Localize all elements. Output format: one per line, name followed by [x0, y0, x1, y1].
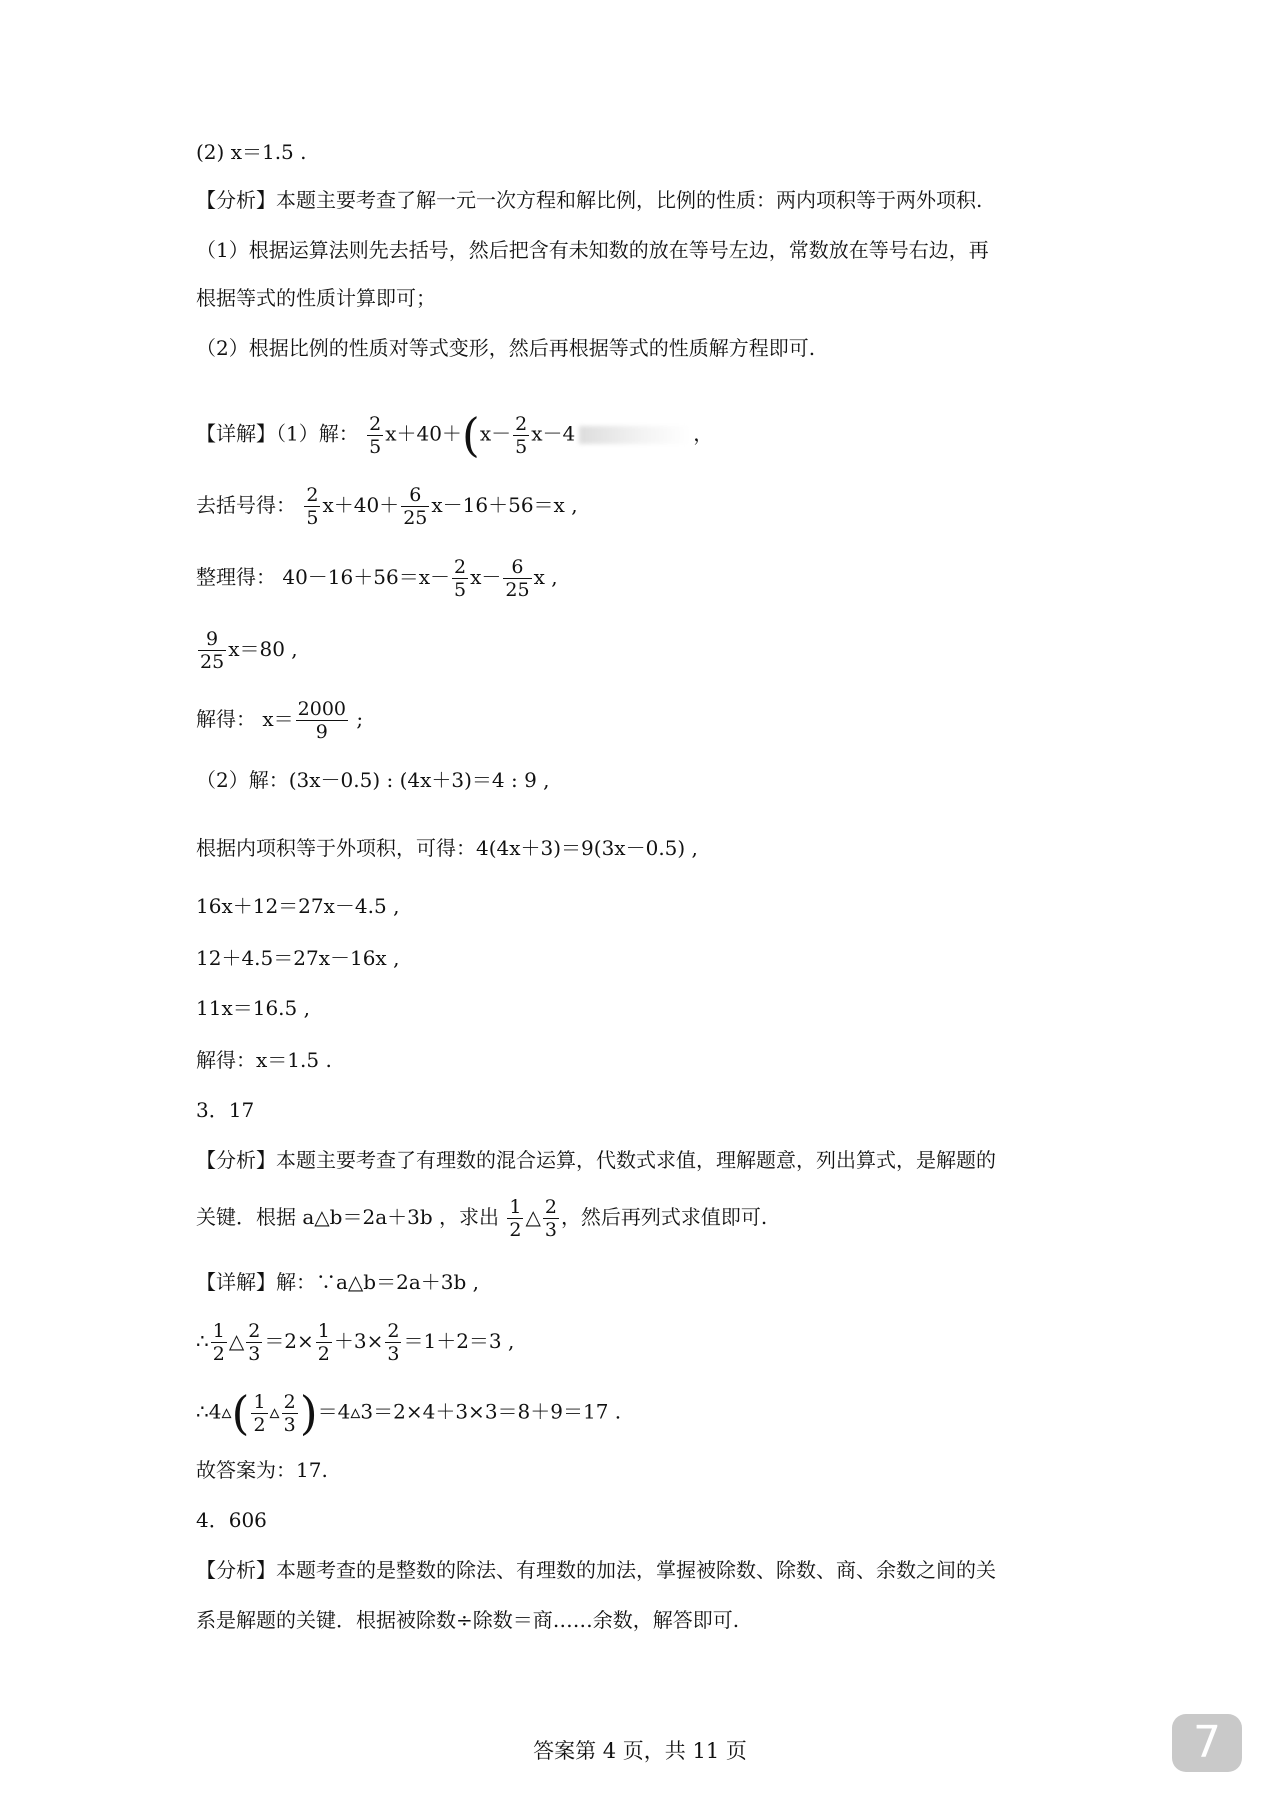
solution-prefix: 【详解】（1）解：	[196, 421, 359, 446]
fraction-1-2: $\frac{1}{2}$	[317, 1320, 330, 1365]
fraction-2-5: $\frac{2}{5}$	[306, 484, 319, 529]
line-prefix: 去括号得：	[196, 493, 296, 517]
expr: ＝2×	[264, 1329, 314, 1353]
therefore: ∴	[196, 1329, 209, 1353]
analysis-line: 【分析】本题主要考查了解一元一次方程和解比例，比例的性质：两内项积等于两外项积.	[196, 188, 983, 212]
analysis-step2: （2）根据比例的性质对等式变形，然后再根据等式的性质解方程即可.	[196, 336, 816, 360]
text: 关键．根据 a△b＝2a＋3b ，求出	[196, 1205, 499, 1229]
expr: x－16＋56＝x ,	[431, 493, 578, 517]
page-footer: 答案第 4 页，共 11 页	[533, 1739, 747, 1763]
fraction-9-25: $\frac{9}{25}$	[200, 628, 225, 673]
solution-part2: （2）解：(3x－0.5) : (4x＋3)＝4 : 9 ,	[196, 768, 550, 792]
expr: ∴4▵	[196, 1399, 232, 1424]
final-answer: 故答案为：17.	[196, 1458, 328, 1482]
expr: x－4	[531, 421, 576, 446]
expr: ＝1＋2＝3 ,	[403, 1329, 515, 1353]
fraction-1-2: $\frac{1}{2}$	[212, 1320, 225, 1365]
blurred-region	[579, 426, 689, 444]
line-prefix: 整理得：	[196, 565, 276, 589]
expr: x－	[479, 421, 512, 446]
fraction-2-3: $\frac{2}{3}$	[283, 1390, 296, 1436]
solution-line-2	[196, 484, 578, 529]
triangle-op: △	[525, 1205, 541, 1229]
expr: x＝80 ,	[228, 637, 298, 661]
paren-right: )	[299, 1386, 318, 1440]
solution-part2-line: 16x＋12＝27x－4.5 ,	[196, 894, 400, 918]
paren-left: (	[461, 408, 480, 462]
fraction-1-2: $\frac{1}{2}$	[253, 1390, 266, 1436]
fraction-1-2: $\frac{1}{2}$	[509, 1196, 522, 1241]
solution-line-3	[196, 556, 558, 601]
fraction-2-5: $\frac{2}{5}$	[369, 412, 382, 458]
page-number-badge[interactable]: 7	[1172, 1714, 1242, 1772]
fraction-2-5: $\frac{2}{5}$	[454, 556, 467, 601]
triangle-op: ▵	[269, 1399, 280, 1424]
text: ，然后再列式求值即可.	[560, 1205, 768, 1229]
expr: x＝	[262, 707, 294, 731]
solution-part2-line: 根据内项积等于外项积，可得：4(4x＋3)＝9(3x－0.5) ,	[196, 836, 698, 860]
line-prefix: 解得：	[196, 707, 256, 731]
question-3-answer: 3．17	[196, 1098, 255, 1122]
analysis-line: 【分析】本题主要考查了有理数的混合运算，代数式求值，理解题意，列出算式，是解题的	[196, 1148, 996, 1172]
question-4-answer: 4．606	[196, 1508, 267, 1532]
solution-line-4	[196, 628, 298, 673]
solution-line	[196, 1386, 622, 1440]
solution-part2-line: 11x＝16.5 ,	[196, 996, 310, 1020]
analysis-line-cont: 系是解题的关键．根据被除数÷除数＝商……余数，解答即可.	[196, 1608, 740, 1632]
fraction-2-3: $\frac{2}{3}$	[544, 1196, 557, 1241]
expr: 40－16＋56＝x－	[282, 565, 450, 589]
expr: x＋40＋	[385, 421, 462, 446]
analysis-step1: （1）根据运算法则先去括号，然后把含有未知数的放在等号左边，常数放在等号右边，再	[196, 238, 989, 262]
paren-left: (	[231, 1386, 250, 1440]
expr: x＋40＋	[322, 493, 400, 517]
fraction-6-25: $\frac{6}{25}$	[403, 484, 428, 529]
expr: ＝4▵3＝2×4＋3×3＝8＋9＝17 .	[317, 1399, 622, 1424]
triangle-op: △	[228, 1329, 245, 1353]
solution-part2-line: 12＋4.5＝27x－16x ,	[196, 946, 400, 970]
solution-line-1	[196, 408, 714, 462]
expr: ＋3×	[333, 1329, 384, 1353]
fraction-2000-9: $\frac{2000}{9}$	[297, 698, 346, 743]
solution-part2-line: 解得：x＝1.5 .	[196, 1048, 332, 1072]
solution-line-5	[196, 698, 363, 743]
analysis-line: 【分析】本题考查的是整数的除法、有理数的加法，掌握被除数、除数、商、余数之间的关	[196, 1558, 996, 1582]
expr: ，	[693, 421, 714, 446]
analysis-line-cont	[196, 1196, 767, 1241]
fraction-6-25: $\frac{6}{25}$	[505, 556, 530, 601]
answer-line: (2) x＝1.5 .	[196, 140, 307, 164]
analysis-step1-cont: 根据等式的性质计算即可；	[196, 286, 436, 310]
solution-line	[196, 1320, 514, 1365]
expr: x ,	[533, 565, 558, 589]
fraction-2-3: $\frac{2}{3}$	[248, 1320, 261, 1365]
solution-line: 【详解】解：∵a△b＝2a＋3b ,	[196, 1270, 479, 1294]
fraction-2-3: $\frac{2}{3}$	[387, 1320, 400, 1365]
expr: x－	[470, 565, 502, 589]
fraction-2-5: $\frac{2}{5}$	[515, 412, 528, 458]
expr: ;	[350, 707, 364, 731]
